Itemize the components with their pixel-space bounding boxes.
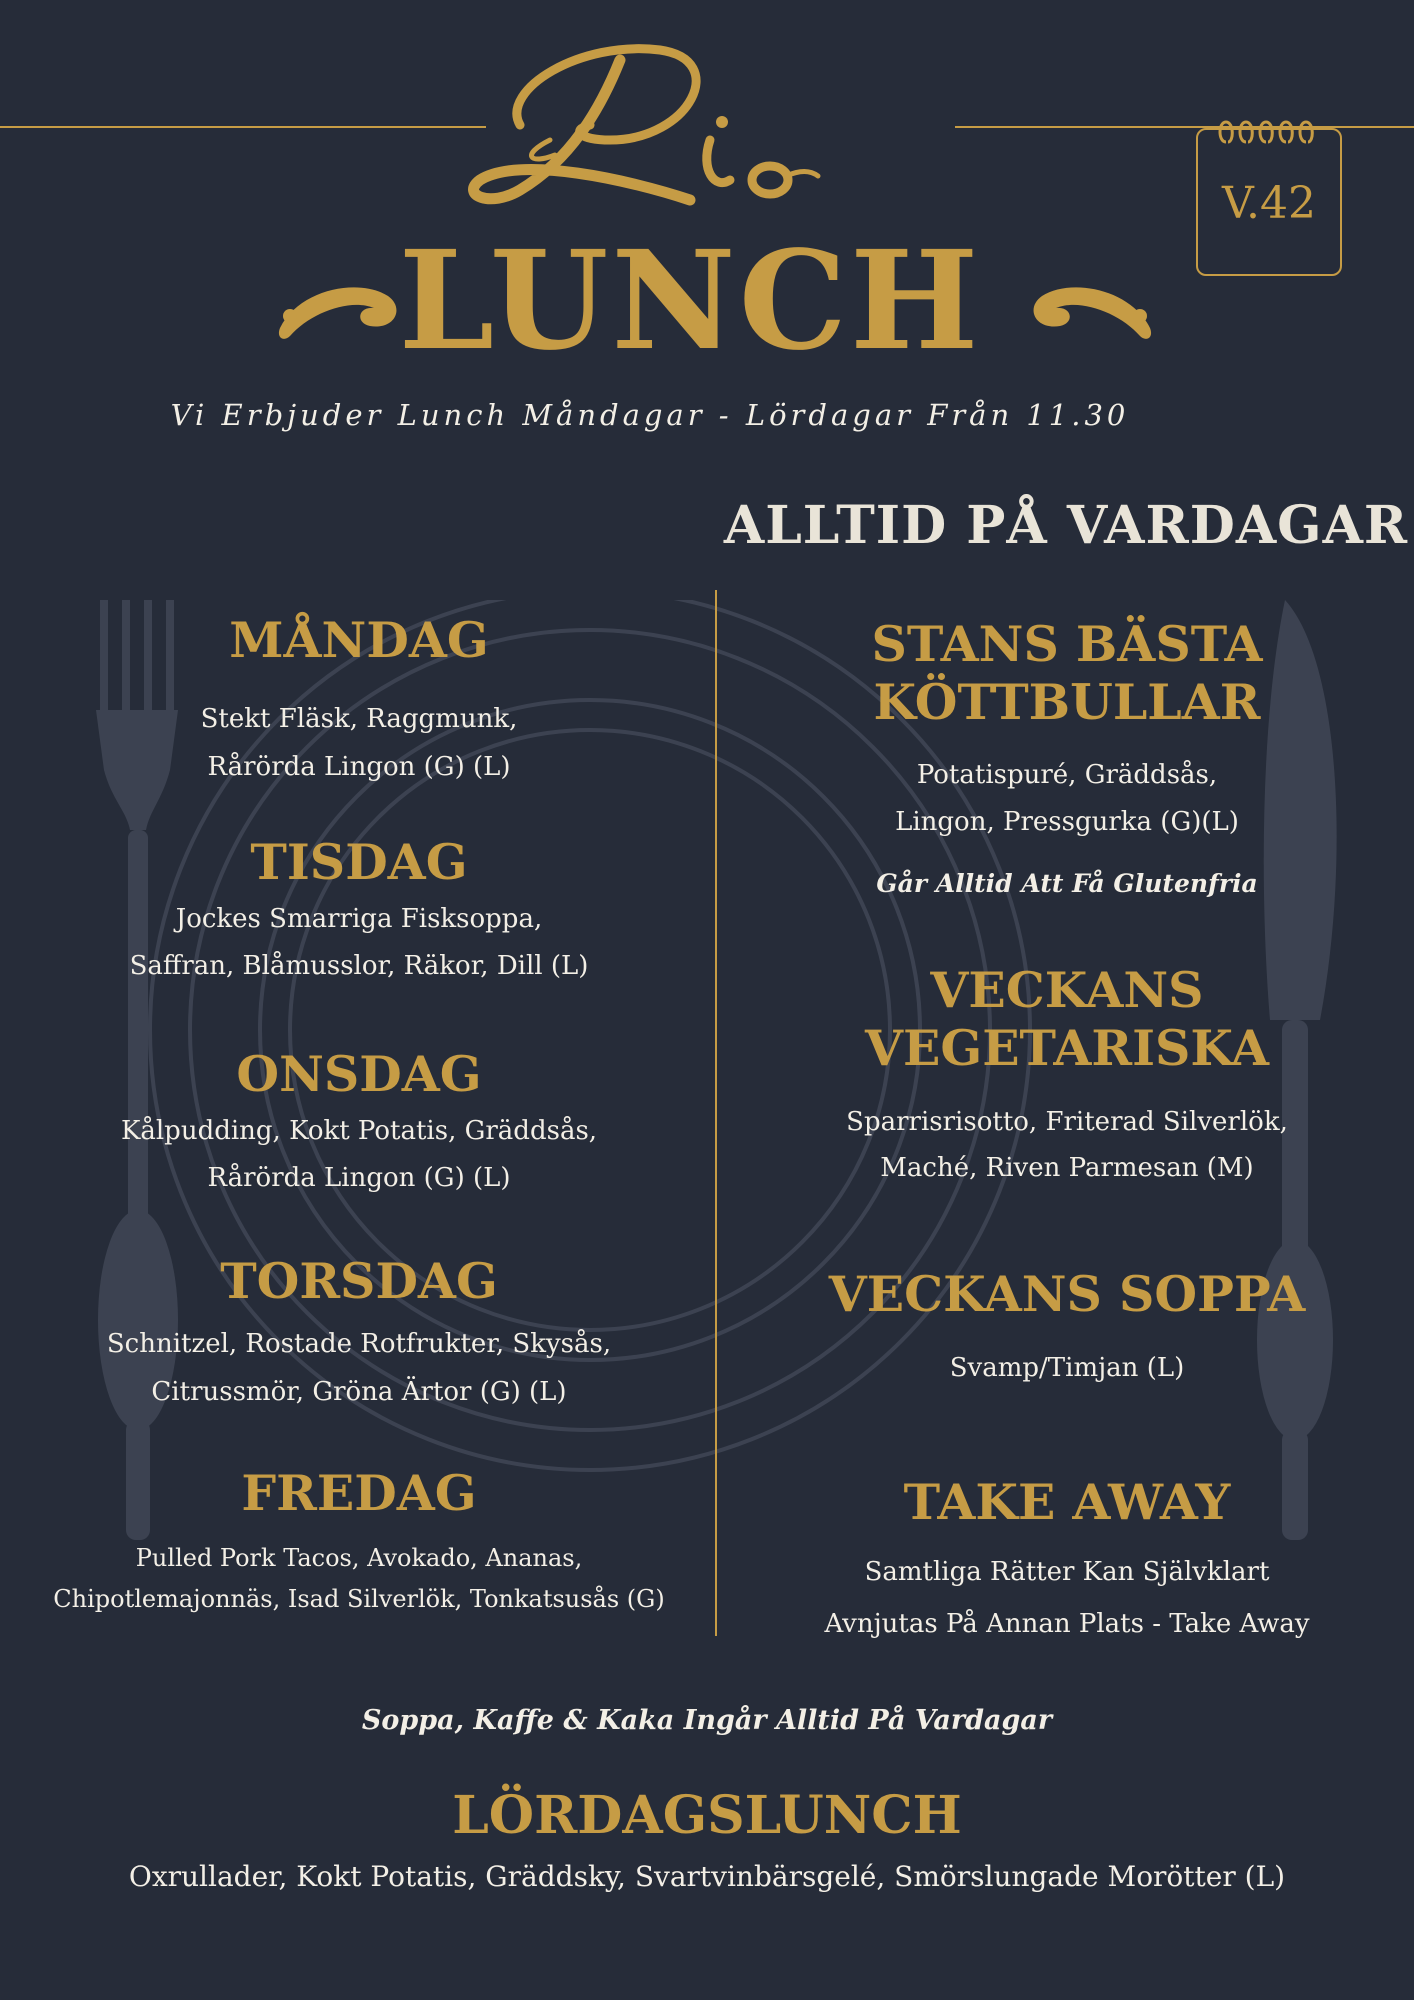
dish-line: Jockes Smarriga Fisksoppa, <box>175 904 543 934</box>
dish-line: Potatispuré, Gräddsås, <box>916 760 1218 790</box>
saturday-dish: Oxrullader, Kokt Potatis, Gräddsky, Svartvinbärsgelé, Smörslungade Morötter (L) <box>128 1860 1286 1893</box>
day-heading-wednesday: ONSDAG <box>236 1045 482 1103</box>
dish-line: Saffran, Blåmusslor, Räkor, Dill (L) <box>129 951 589 981</box>
dish-line: Rårörda Lingon (G) (L) <box>207 1163 511 1193</box>
dish-line: Svamp/Timjan (L) <box>949 1353 1185 1383</box>
dish-line: Maché, Riven Parmesan (M) <box>880 1153 1254 1183</box>
saturday-heading: LÖRDAGSLUNCH <box>452 1785 962 1846</box>
day-heading-thursday: TORSDAG <box>220 1252 498 1310</box>
soup-heading: VECKANS SOPPA <box>828 1265 1306 1323</box>
day-heading-friday: FREDAG <box>241 1464 477 1522</box>
dish-line: Pulled Pork Tacos, Avokado, Ananas, <box>135 1544 583 1572</box>
dish-line: Stekt Fläsk, Raggmunk, <box>200 704 518 734</box>
dish-line: Kålpudding, Kokt Potatis, Gräddsås, <box>120 1116 598 1146</box>
lunch-title: LUNCH <box>398 221 982 381</box>
day-heading-monday: MÅNDAG <box>229 611 489 669</box>
always-heading: ALLTID PÅ VARDAGAR <box>723 495 1409 556</box>
specials-column <box>720 0 1414 2000</box>
dish-line: Citrussmör, Gröna Ärtor (G) (L) <box>151 1377 567 1407</box>
dish-line: Rårörda Lingon (G) (L) <box>207 752 511 782</box>
gluten-free-note: Går Alltid Att Få Glutenfria <box>876 869 1258 898</box>
vegetarian-heading: VECKANS <box>930 961 1204 1019</box>
day-heading-tuesday: TISDAG <box>250 833 468 891</box>
dish-line: Avnjutas På Annan Plats - Take Away <box>824 1609 1310 1639</box>
vegetarian-heading: VEGETARISKA <box>864 1019 1269 1077</box>
dish-line: Lingon, Pressgurka (G)(L) <box>895 807 1239 837</box>
meatballs-heading: KÖTTBULLAR <box>873 673 1261 731</box>
dish-line: Samtliga Rätter Kan Självklart <box>864 1557 1270 1587</box>
dish-line: Sparrisrisotto, Friterad Silverlök, <box>846 1107 1288 1137</box>
footer-note: Soppa, Kaffe & Kaka Ingår Alltid På Vardagar <box>361 1705 1053 1736</box>
week-number: V.42 <box>1221 178 1317 229</box>
takeaway-heading: TAKE AWAY <box>903 1473 1231 1531</box>
dish-line: Schnitzel, Rostade Rotfrukter, Skysås, <box>106 1329 612 1359</box>
dish-line: Chipotlemajonnäs, Isad Silverlök, Tonkatsusås (G) <box>53 1585 665 1613</box>
meatballs-heading: STANS BÄSTA <box>871 615 1263 673</box>
tagline: Vi Erbjuder Lunch Måndagar - Lördagar Från 11.30 <box>170 398 1130 432</box>
